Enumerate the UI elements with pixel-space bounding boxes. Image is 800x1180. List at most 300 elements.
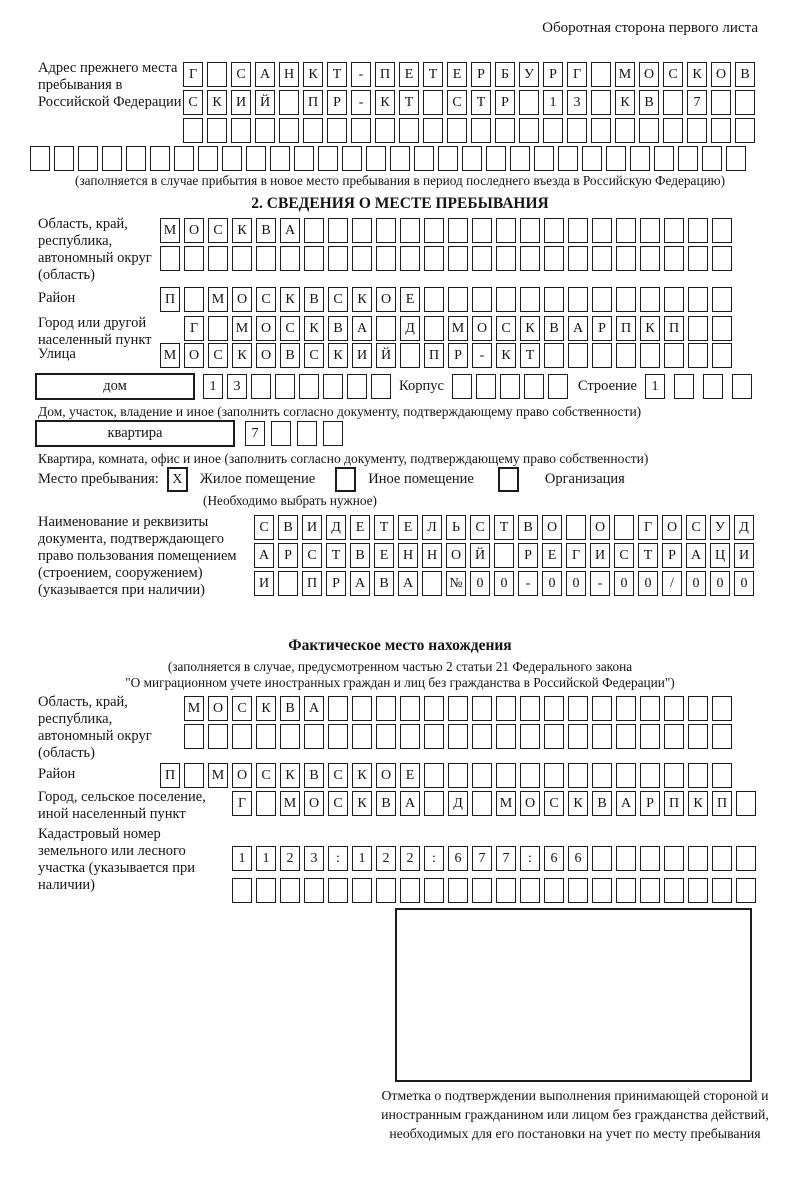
char-cell[interactable]: 0 — [470, 571, 490, 596]
char-cell[interactable]: С — [614, 543, 634, 568]
char-cell[interactable]: О — [542, 515, 562, 540]
char-cell[interactable] — [592, 218, 612, 243]
char-cell[interactable]: Т — [638, 543, 658, 568]
char-cell[interactable]: Б — [495, 62, 515, 87]
char-cell[interactable] — [422, 571, 442, 596]
char-cell[interactable] — [606, 146, 626, 171]
char-cell[interactable] — [534, 146, 554, 171]
char-cell[interactable]: О — [376, 287, 396, 312]
char-cell[interactable] — [520, 246, 540, 271]
char-cell[interactable]: А — [255, 62, 275, 87]
char-cell[interactable]: С — [232, 696, 252, 721]
char-cell[interactable] — [400, 343, 420, 368]
char-cell[interactable] — [232, 878, 252, 903]
char-cell[interactable] — [568, 218, 588, 243]
char-cell[interactable]: : — [328, 846, 348, 871]
char-cell[interactable]: К — [352, 791, 372, 816]
char-cell[interactable]: В — [256, 218, 276, 243]
char-cell[interactable] — [366, 146, 386, 171]
char-cell[interactable] — [640, 343, 660, 368]
char-cell[interactable]: К — [640, 316, 660, 341]
char-cell[interactable]: Е — [399, 62, 419, 87]
char-cell[interactable] — [616, 287, 636, 312]
char-cell[interactable] — [702, 146, 722, 171]
char-cell[interactable] — [424, 246, 444, 271]
char-cell[interactable]: 6 — [448, 846, 468, 871]
char-cell[interactable]: Е — [400, 287, 420, 312]
char-cell[interactable]: Ь — [446, 515, 466, 540]
char-cell[interactable]: О — [446, 543, 466, 568]
char-cell[interactable] — [524, 374, 544, 399]
char-cell[interactable] — [520, 878, 540, 903]
char-cell[interactable] — [400, 724, 420, 749]
char-cell[interactable]: : — [424, 846, 444, 871]
char-cell[interactable]: С — [663, 62, 683, 87]
char-cell[interactable] — [472, 696, 492, 721]
char-cell[interactable] — [568, 878, 588, 903]
char-cell[interactable]: В — [376, 791, 396, 816]
char-cell[interactable] — [688, 846, 708, 871]
char-cell[interactable]: М — [496, 791, 516, 816]
char-cell[interactable]: 1 — [203, 374, 223, 399]
char-cell[interactable] — [544, 763, 564, 788]
char-cell[interactable] — [640, 724, 660, 749]
char-cell[interactable]: И — [352, 343, 372, 368]
char-cell[interactable]: В — [518, 515, 538, 540]
char-cell[interactable] — [352, 696, 372, 721]
char-cell[interactable]: - — [518, 571, 538, 596]
char-cell[interactable]: Т — [494, 515, 514, 540]
char-cell[interactable] — [732, 374, 752, 399]
char-cell[interactable]: О — [208, 696, 228, 721]
char-cell[interactable] — [567, 118, 587, 143]
char-cell[interactable]: О — [232, 763, 252, 788]
char-cell[interactable] — [496, 218, 516, 243]
char-cell[interactable] — [424, 218, 444, 243]
char-cell[interactable] — [270, 146, 290, 171]
char-cell[interactable]: П — [375, 62, 395, 87]
char-cell[interactable]: С — [304, 343, 324, 368]
char-cell[interactable] — [174, 146, 194, 171]
char-cell[interactable] — [424, 316, 444, 341]
char-cell[interactable] — [423, 118, 443, 143]
char-cell[interactable] — [519, 90, 539, 115]
char-cell[interactable] — [318, 146, 338, 171]
char-cell[interactable]: П — [424, 343, 444, 368]
char-cell[interactable]: К — [496, 343, 516, 368]
char-cell[interactable] — [688, 218, 708, 243]
char-cell[interactable] — [294, 146, 314, 171]
checkbox-other-premises[interactable] — [335, 467, 356, 492]
char-cell[interactable] — [423, 90, 443, 115]
char-cell[interactable] — [472, 724, 492, 749]
char-cell[interactable] — [591, 118, 611, 143]
char-cell[interactable]: / — [662, 571, 682, 596]
char-cell[interactable] — [472, 791, 492, 816]
char-cell[interactable] — [303, 118, 323, 143]
char-cell[interactable]: О — [662, 515, 682, 540]
char-cell[interactable] — [271, 421, 291, 446]
char-cell[interactable] — [544, 696, 564, 721]
char-cell[interactable]: С — [256, 763, 276, 788]
char-cell[interactable] — [664, 724, 684, 749]
char-cell[interactable] — [471, 118, 491, 143]
char-cell[interactable]: Д — [326, 515, 346, 540]
char-cell[interactable] — [438, 146, 458, 171]
char-cell[interactable]: : — [520, 846, 540, 871]
char-cell[interactable]: Т — [399, 90, 419, 115]
char-cell[interactable]: А — [352, 316, 372, 341]
char-cell[interactable]: С — [470, 515, 490, 540]
char-cell[interactable]: Й — [255, 90, 275, 115]
char-cell[interactable] — [448, 763, 468, 788]
char-cell[interactable]: С — [496, 316, 516, 341]
char-cell[interactable] — [510, 146, 530, 171]
char-cell[interactable] — [735, 118, 755, 143]
char-cell[interactable] — [246, 146, 266, 171]
char-cell[interactable]: 1 — [232, 846, 252, 871]
char-cell[interactable] — [688, 878, 708, 903]
char-cell[interactable] — [592, 846, 612, 871]
char-cell[interactable] — [520, 218, 540, 243]
char-cell[interactable]: И — [734, 543, 754, 568]
char-cell[interactable] — [424, 696, 444, 721]
char-cell[interactable] — [472, 287, 492, 312]
char-cell[interactable]: - — [590, 571, 610, 596]
char-cell[interactable] — [496, 287, 516, 312]
char-cell[interactable]: Е — [400, 763, 420, 788]
char-cell[interactable] — [630, 146, 650, 171]
char-cell[interactable] — [376, 316, 396, 341]
char-cell[interactable]: К — [687, 62, 707, 87]
char-cell[interactable] — [328, 724, 348, 749]
char-cell[interactable]: Т — [327, 62, 347, 87]
char-cell[interactable] — [495, 118, 515, 143]
char-cell[interactable] — [726, 146, 746, 171]
char-cell[interactable] — [352, 878, 372, 903]
char-cell[interactable] — [664, 696, 684, 721]
char-cell[interactable]: Г — [566, 543, 586, 568]
char-cell[interactable]: А — [398, 571, 418, 596]
char-cell[interactable]: 1 — [645, 374, 665, 399]
char-cell[interactable] — [414, 146, 434, 171]
char-cell[interactable] — [424, 724, 444, 749]
char-cell[interactable] — [342, 146, 362, 171]
char-cell[interactable]: К — [375, 90, 395, 115]
char-cell[interactable]: Т — [423, 62, 443, 87]
char-cell[interactable]: 0 — [686, 571, 706, 596]
char-cell[interactable]: 6 — [568, 846, 588, 871]
char-cell[interactable]: Н — [422, 543, 442, 568]
char-cell[interactable] — [616, 246, 636, 271]
char-cell[interactable] — [496, 246, 516, 271]
char-cell[interactable] — [424, 763, 444, 788]
char-cell[interactable]: С — [447, 90, 467, 115]
char-cell[interactable] — [703, 374, 723, 399]
char-cell[interactable] — [256, 724, 276, 749]
char-cell[interactable]: О — [590, 515, 610, 540]
char-cell[interactable]: В — [280, 696, 300, 721]
char-cell[interactable] — [568, 763, 588, 788]
char-cell[interactable] — [616, 696, 636, 721]
char-cell[interactable]: А — [568, 316, 588, 341]
char-cell[interactable] — [664, 343, 684, 368]
char-cell[interactable] — [184, 763, 204, 788]
char-cell[interactable] — [711, 118, 731, 143]
char-cell[interactable] — [519, 118, 539, 143]
char-cell[interactable] — [664, 218, 684, 243]
char-cell[interactable] — [256, 246, 276, 271]
char-cell[interactable]: К — [615, 90, 635, 115]
char-cell[interactable]: О — [256, 343, 276, 368]
char-cell[interactable]: У — [710, 515, 730, 540]
char-cell[interactable]: М — [615, 62, 635, 87]
char-cell[interactable] — [472, 878, 492, 903]
char-cell[interactable] — [664, 246, 684, 271]
char-cell[interactable] — [712, 878, 732, 903]
char-cell[interactable]: 0 — [614, 571, 634, 596]
char-cell[interactable]: П — [303, 90, 323, 115]
char-cell[interactable]: Т — [471, 90, 491, 115]
char-cell[interactable] — [297, 421, 317, 446]
char-cell[interactable]: А — [616, 791, 636, 816]
char-cell[interactable] — [654, 146, 674, 171]
char-cell[interactable] — [544, 287, 564, 312]
char-cell[interactable] — [711, 90, 731, 115]
char-cell[interactable] — [476, 374, 496, 399]
char-cell[interactable] — [640, 846, 660, 871]
char-cell[interactable]: К — [232, 343, 252, 368]
char-cell[interactable]: С — [280, 316, 300, 341]
char-cell[interactable] — [102, 146, 122, 171]
checkbox-residential[interactable]: X — [167, 467, 188, 492]
char-cell[interactable] — [548, 374, 568, 399]
char-cell[interactable]: О — [520, 791, 540, 816]
char-cell[interactable] — [558, 146, 578, 171]
char-cell[interactable]: Г — [184, 316, 204, 341]
char-cell[interactable]: С — [328, 791, 348, 816]
char-cell[interactable] — [424, 287, 444, 312]
char-cell[interactable] — [352, 724, 372, 749]
char-cell[interactable]: В — [639, 90, 659, 115]
char-cell[interactable] — [640, 287, 660, 312]
char-cell[interactable] — [568, 246, 588, 271]
char-cell[interactable] — [472, 246, 492, 271]
char-cell[interactable]: М — [280, 791, 300, 816]
char-cell[interactable] — [616, 878, 636, 903]
char-cell[interactable]: А — [304, 696, 324, 721]
char-cell[interactable] — [400, 218, 420, 243]
char-cell[interactable] — [472, 218, 492, 243]
char-cell[interactable] — [448, 878, 468, 903]
char-cell[interactable]: Д — [448, 791, 468, 816]
char-cell[interactable] — [614, 515, 634, 540]
char-cell[interactable] — [640, 218, 660, 243]
char-cell[interactable] — [582, 146, 602, 171]
checkbox-organization[interactable] — [498, 467, 519, 492]
char-cell[interactable] — [198, 146, 218, 171]
char-cell[interactable]: 2 — [400, 846, 420, 871]
char-cell[interactable] — [304, 218, 324, 243]
char-cell[interactable]: К — [232, 218, 252, 243]
char-cell[interactable]: К — [280, 287, 300, 312]
char-cell[interactable]: В — [374, 571, 394, 596]
char-cell[interactable] — [616, 763, 636, 788]
char-cell[interactable] — [275, 374, 295, 399]
char-cell[interactable] — [347, 374, 367, 399]
char-cell[interactable] — [208, 246, 228, 271]
char-cell[interactable] — [592, 287, 612, 312]
char-cell[interactable] — [616, 218, 636, 243]
char-cell[interactable] — [543, 118, 563, 143]
char-cell[interactable]: С — [302, 543, 322, 568]
char-cell[interactable]: В — [544, 316, 564, 341]
char-cell[interactable] — [304, 724, 324, 749]
char-cell[interactable]: № — [446, 571, 466, 596]
char-cell[interactable] — [399, 118, 419, 143]
char-cell[interactable] — [30, 146, 50, 171]
char-cell[interactable]: 7 — [245, 421, 265, 446]
char-cell[interactable] — [568, 287, 588, 312]
char-cell[interactable]: Ц — [710, 543, 730, 568]
char-cell[interactable]: Р — [326, 571, 346, 596]
char-cell[interactable]: 3 — [304, 846, 324, 871]
char-cell[interactable] — [591, 62, 611, 87]
char-cell[interactable] — [323, 421, 343, 446]
char-cell[interactable] — [496, 724, 516, 749]
char-cell[interactable]: 3 — [227, 374, 247, 399]
char-cell[interactable] — [663, 118, 683, 143]
char-cell[interactable] — [150, 146, 170, 171]
char-cell[interactable]: А — [686, 543, 706, 568]
char-cell[interactable]: К — [303, 62, 323, 87]
char-cell[interactable] — [616, 343, 636, 368]
char-cell[interactable] — [448, 246, 468, 271]
char-cell[interactable]: К — [352, 287, 372, 312]
char-cell[interactable] — [712, 316, 732, 341]
char-cell[interactable] — [616, 724, 636, 749]
char-cell[interactable]: П — [160, 763, 180, 788]
char-cell[interactable] — [371, 374, 391, 399]
char-cell[interactable] — [544, 218, 564, 243]
char-cell[interactable]: К — [328, 343, 348, 368]
char-cell[interactable] — [279, 118, 299, 143]
char-cell[interactable] — [688, 246, 708, 271]
char-cell[interactable] — [448, 696, 468, 721]
char-cell[interactable]: Р — [662, 543, 682, 568]
char-cell[interactable]: П — [664, 316, 684, 341]
char-cell[interactable] — [231, 118, 251, 143]
char-cell[interactable] — [126, 146, 146, 171]
char-cell[interactable] — [592, 763, 612, 788]
char-cell[interactable] — [448, 287, 468, 312]
char-cell[interactable]: Г — [183, 62, 203, 87]
char-cell[interactable] — [678, 146, 698, 171]
char-cell[interactable] — [736, 791, 756, 816]
char-cell[interactable]: Т — [520, 343, 540, 368]
char-cell[interactable] — [376, 724, 396, 749]
char-cell[interactable]: М — [448, 316, 468, 341]
char-cell[interactable]: 0 — [638, 571, 658, 596]
char-cell[interactable] — [328, 246, 348, 271]
char-cell[interactable]: Т — [374, 515, 394, 540]
char-cell[interactable] — [280, 724, 300, 749]
char-cell[interactable] — [323, 374, 343, 399]
char-cell[interactable] — [712, 287, 732, 312]
char-cell[interactable] — [520, 696, 540, 721]
char-cell[interactable] — [592, 343, 612, 368]
char-cell[interactable]: - — [472, 343, 492, 368]
char-cell[interactable] — [568, 724, 588, 749]
char-cell[interactable] — [712, 724, 732, 749]
char-cell[interactable] — [375, 118, 395, 143]
char-cell[interactable] — [400, 696, 420, 721]
char-cell[interactable] — [183, 118, 203, 143]
char-cell[interactable]: Р — [327, 90, 347, 115]
char-cell[interactable] — [208, 316, 228, 341]
char-cell[interactable]: С — [183, 90, 203, 115]
char-cell[interactable]: В — [328, 316, 348, 341]
char-cell[interactable]: Р — [448, 343, 468, 368]
char-cell[interactable]: А — [254, 543, 274, 568]
char-cell[interactable]: И — [231, 90, 251, 115]
char-cell[interactable]: К — [207, 90, 227, 115]
char-cell[interactable]: 0 — [734, 571, 754, 596]
char-cell[interactable] — [640, 763, 660, 788]
char-cell[interactable] — [712, 846, 732, 871]
char-cell[interactable] — [352, 218, 372, 243]
char-cell[interactable] — [544, 246, 564, 271]
char-cell[interactable] — [664, 846, 684, 871]
char-cell[interactable]: 7 — [472, 846, 492, 871]
char-cell[interactable] — [688, 763, 708, 788]
char-cell[interactable]: М — [184, 696, 204, 721]
char-cell[interactable]: П — [664, 791, 684, 816]
char-cell[interactable]: С — [254, 515, 274, 540]
char-cell[interactable]: К — [520, 316, 540, 341]
char-cell[interactable] — [452, 374, 472, 399]
char-cell[interactable]: 7 — [687, 90, 707, 115]
char-cell[interactable]: О — [304, 791, 324, 816]
char-cell[interactable]: О — [256, 316, 276, 341]
char-cell[interactable]: К — [352, 763, 372, 788]
char-cell[interactable]: К — [304, 316, 324, 341]
char-cell[interactable]: В — [280, 343, 300, 368]
char-cell[interactable] — [544, 724, 564, 749]
char-cell[interactable]: В — [592, 791, 612, 816]
char-cell[interactable]: М — [232, 316, 252, 341]
char-cell[interactable]: 0 — [494, 571, 514, 596]
char-cell[interactable] — [256, 791, 276, 816]
char-cell[interactable] — [640, 878, 660, 903]
char-cell[interactable]: И — [254, 571, 274, 596]
char-cell[interactable] — [251, 374, 271, 399]
char-cell[interactable]: Р — [518, 543, 538, 568]
char-cell[interactable]: Т — [326, 543, 346, 568]
char-cell[interactable]: В — [304, 287, 324, 312]
char-cell[interactable]: Г — [232, 791, 252, 816]
char-cell[interactable]: С — [231, 62, 251, 87]
char-cell[interactable] — [712, 763, 732, 788]
char-cell[interactable]: Н — [279, 62, 299, 87]
char-cell[interactable] — [712, 218, 732, 243]
char-cell[interactable] — [376, 878, 396, 903]
char-cell[interactable] — [712, 696, 732, 721]
char-cell[interactable] — [54, 146, 74, 171]
char-cell[interactable] — [376, 696, 396, 721]
char-cell[interactable] — [566, 515, 586, 540]
char-cell[interactable] — [544, 878, 564, 903]
